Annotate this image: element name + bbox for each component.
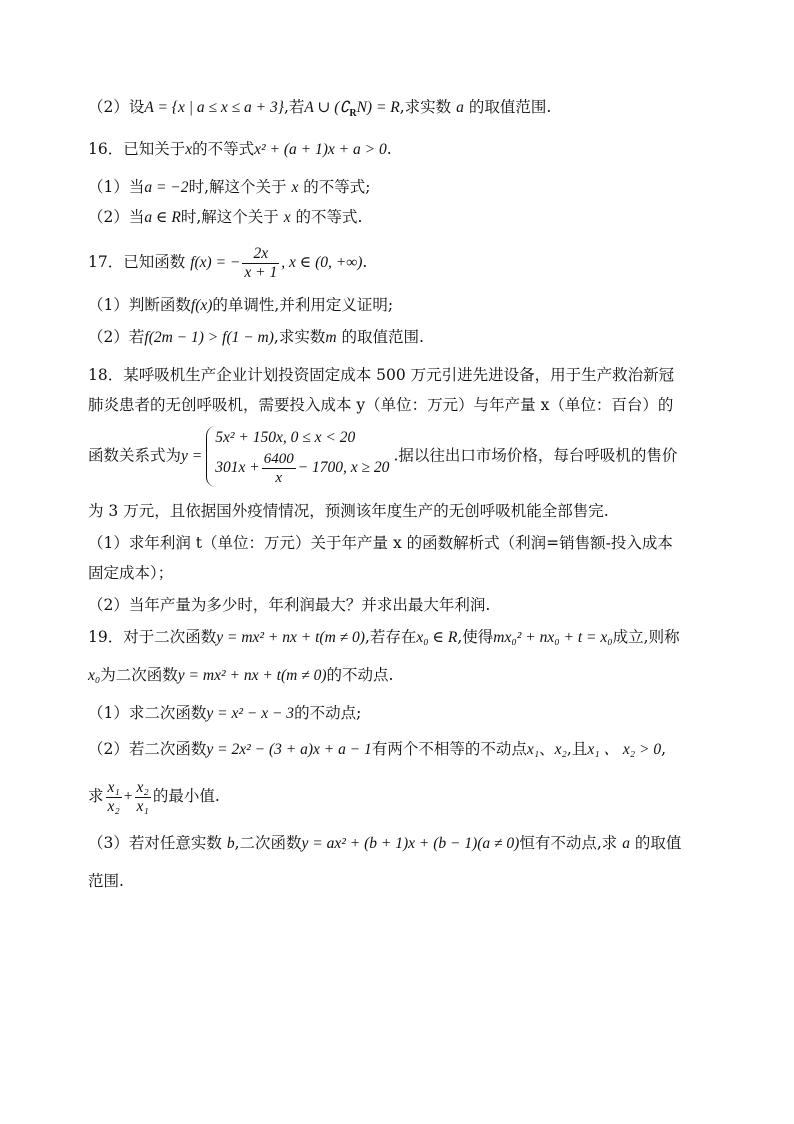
variable: a <box>622 835 630 852</box>
fraction: $\frac{2x}{x + 1}$ <box>244 244 278 281</box>
variable: x₂ <box>554 741 567 758</box>
text: 恒有不动点,求 <box>519 834 618 852</box>
text: 已知关于 <box>123 140 186 158</box>
part-label: （1） <box>88 704 129 722</box>
text: 的不动点; <box>294 704 362 722</box>
text: 有两个不相等的不动点 <box>371 740 527 758</box>
text: 的不等式. <box>295 208 363 226</box>
text: 固定成本）； <box>88 564 174 582</box>
q16-stem <box>88 138 392 161</box>
text: 若对任意实数 <box>128 834 222 852</box>
text: 求年利润 t（单位：万元）关于年产量 x 的函数解析式（利润=销售额-投入成本 <box>128 534 673 552</box>
text: 的取值 <box>634 834 682 852</box>
part-label: （2） <box>88 208 129 226</box>
text: . <box>386 140 392 158</box>
part-label: （1） <box>88 534 129 552</box>
plus-sign: + <box>123 788 133 805</box>
variable: x₀ <box>88 667 101 684</box>
variable: x₁ <box>526 741 540 758</box>
part-label: （2） <box>88 596 129 614</box>
inequality: x² + (a + 1)x + a > 0 <box>254 141 387 158</box>
question-number: 17． <box>88 253 124 271</box>
function: y = mx² + nx + t(m ≠ 0) <box>177 667 327 684</box>
q19-part3 <box>88 832 681 855</box>
text: 时,解这个关于 <box>188 178 287 196</box>
function: y = mx² + nx + t(m ≠ 0) <box>216 629 365 646</box>
fraction: $\frac{\text{x₂}}{\text{x₁}}$ <box>136 778 149 815</box>
part-label: （1） <box>88 296 129 314</box>
text: . <box>362 253 368 271</box>
condition: x₁ 、 x₂ > 0 <box>587 741 662 758</box>
q19-part1 <box>88 702 361 725</box>
text: ,使得 <box>457 628 494 646</box>
text: 为 3 万元，且依据国外疫情情况，预测该年度生产的无创呼吸机能全部售完. <box>88 502 609 520</box>
text: 的单调性,并利用定义证明; <box>212 296 394 314</box>
fixed-point-equation: mx₀² + nx₀ + t = x₀ <box>493 629 613 646</box>
text: 当 <box>128 178 145 196</box>
variable: a <box>456 99 464 116</box>
variable: m <box>325 329 337 346</box>
text: 设 <box>128 98 145 116</box>
text: 的最小值. <box>152 787 220 805</box>
text: ,且 <box>566 740 588 758</box>
text: 的不等式; <box>303 178 371 196</box>
question-number: 19． <box>88 628 124 646</box>
text: ,若存在 <box>364 628 417 646</box>
text: 为二次函数 <box>100 666 178 684</box>
case-2: 301x + $\frac{6400}{x}$ − 1700, x ≥ 20 <box>215 451 390 486</box>
text: ,二次函数 <box>234 834 302 852</box>
set-definition: A = {x | a ≤ x ≤ a + 3} <box>144 99 284 116</box>
text: 成立,则称 <box>612 628 680 646</box>
variable: x <box>185 141 193 158</box>
text: ,若 <box>283 98 305 116</box>
condition: a = −2 <box>144 179 189 196</box>
q19-part2 <box>88 738 666 761</box>
condition: a ∈ R <box>144 209 181 226</box>
text: 当年产量为多少时，年利润最大？并求出最大年利润. <box>128 596 491 614</box>
domain: , x ∈ (0, +∞) <box>281 254 363 271</box>
text: 的取值范围. <box>341 328 424 346</box>
text: ,求实数 <box>399 98 452 116</box>
function: y = ax² + (b + 1)x + (b − 1)(a ≠ 0) <box>301 835 520 852</box>
function-lhs: f(x) = − <box>190 254 241 271</box>
q17-part2 <box>88 326 424 349</box>
part-label: （1） <box>88 178 129 196</box>
q18-line1 <box>88 364 674 386</box>
text: 时,解这个关于 <box>180 208 279 226</box>
text: 若 <box>128 328 145 346</box>
q15-part2 <box>88 96 551 119</box>
q19-stem-cont <box>88 664 393 687</box>
q17-part1 <box>88 294 393 317</box>
q17-stem <box>88 242 367 283</box>
part-label: （2） <box>88 328 129 346</box>
text: 已知函数 <box>123 253 186 271</box>
q18-line3 <box>88 426 677 487</box>
fraction: $\frac{\text{x₁}}{\text{x₂}}$ <box>107 778 120 815</box>
function-lhs: y = <box>181 447 203 465</box>
q19-part3-cont <box>88 870 124 892</box>
variable: x <box>291 179 299 196</box>
part-label: （3） <box>88 834 129 852</box>
text: 求二次函数 <box>128 704 207 722</box>
question-number: 16． <box>88 140 124 158</box>
q16-part2 <box>88 206 362 229</box>
question-number: 18． <box>88 366 124 384</box>
text: 的不等式 <box>192 140 255 158</box>
text: 对于二次函数 <box>123 628 217 646</box>
condition: x₀ ∈ R <box>416 629 458 646</box>
text: 若二次函数 <box>128 740 207 758</box>
q18-part1-cont <box>88 562 173 584</box>
part-label: （2） <box>88 740 129 758</box>
q18-line4 <box>88 500 609 522</box>
text: 的取值范围. <box>468 98 552 116</box>
function: f(x) <box>190 297 213 314</box>
text: 求 <box>88 787 104 805</box>
union-condition: A ∪ $(∁_RN) = R$ <box>304 99 400 119</box>
part-label: （2） <box>88 98 129 116</box>
text: ,求实数 <box>273 328 326 346</box>
case-1: 5x² + 150x, 0 ≤ x < 20 <box>215 429 356 446</box>
text: 范围. <box>88 872 124 890</box>
text: 当 <box>128 208 145 226</box>
q18-part1 <box>88 532 673 554</box>
variable: b <box>226 835 235 852</box>
text: 、 <box>539 740 555 758</box>
variable: x <box>283 209 291 226</box>
function: y = x² − x − 3 <box>206 705 295 722</box>
q19-stem <box>88 626 680 649</box>
piecewise-function <box>206 426 389 487</box>
inequality: f(2m − 1) > f(1 − m) <box>144 329 274 346</box>
q16-part1 <box>88 176 371 199</box>
q18-line2 <box>88 394 673 416</box>
text: .据以往出口市场价格，每台呼吸机的售价 <box>393 446 678 465</box>
text: 函数关系式为 <box>88 446 182 465</box>
text: 肺炎患者的无创呼吸机，需要投入成本 y（单位：万元）与年产量 x（单位：百台）的 <box>88 396 674 414</box>
text: 的不动点. <box>326 666 394 684</box>
text: 某呼吸机生产企业计划投资固定成本 500 万元引进先进设备，用于生产救治新冠 <box>123 366 675 384</box>
text: , <box>661 740 667 758</box>
text: 判断函数 <box>128 296 191 314</box>
q18-part2 <box>88 594 490 616</box>
q19-part2-cont <box>88 776 220 817</box>
function: y = 2x² − (3 + a)x + a − 1 <box>206 741 372 758</box>
